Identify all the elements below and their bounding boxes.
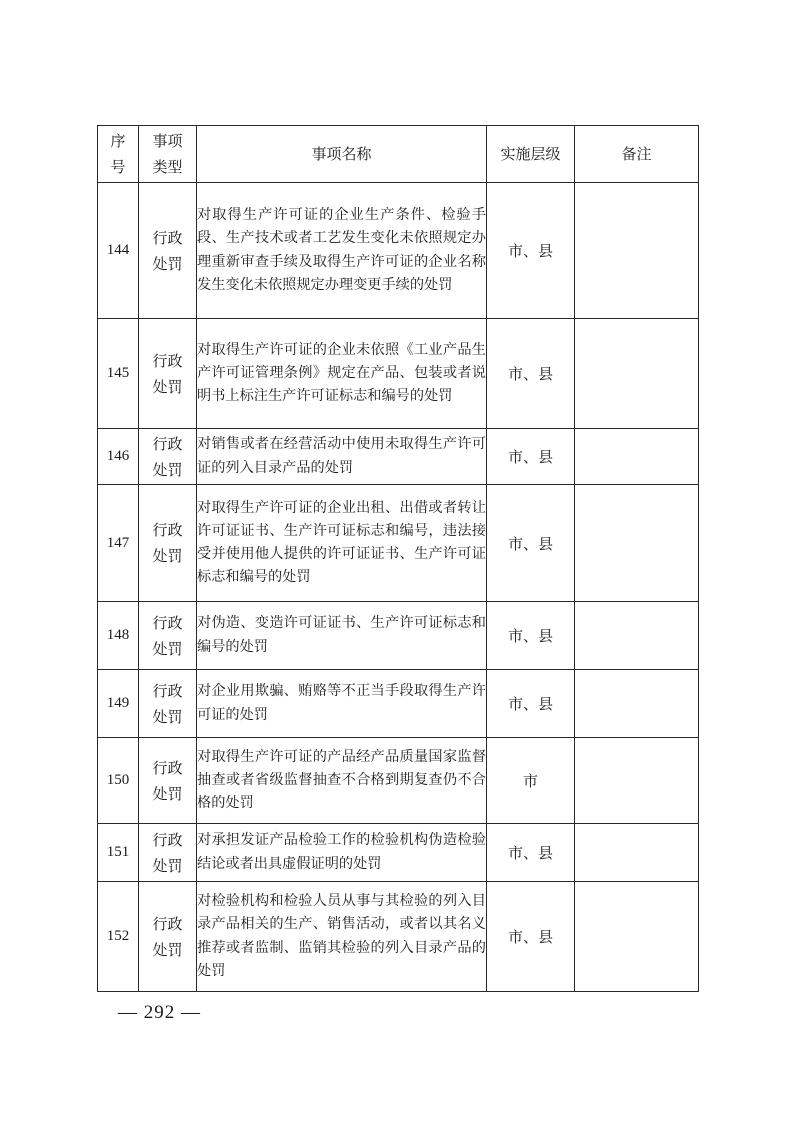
row-type [139,882,197,992]
row-type [139,319,197,429]
row-no: 150 [98,738,139,824]
row-note [575,319,699,429]
row-no: 147 [98,485,139,602]
row-note [575,183,699,319]
row-note [575,738,699,824]
table-row [98,485,699,602]
row-type-line2: 处罚 [152,639,183,658]
row-level: 市 [487,738,575,824]
header-no-line2: 号 [110,158,126,176]
row-type [139,670,197,738]
table-row [98,882,699,992]
row-type-line2: 处罚 [152,377,183,396]
header-note: 备注 [575,126,699,183]
table-header-row [98,126,699,183]
items-table [97,125,699,992]
table-row [98,824,699,882]
row-name: 对取得生产许可证的企业生产条件、检验手段、生产技术或者工艺发生变化未依照规定办理重新审查手续及取得生产许可证的企业名称发生变化未依照规定办理变更手续的处罚 [197,183,487,319]
row-note [575,824,699,882]
row-type-line1: 行政 [152,681,183,700]
table-row [98,738,699,824]
row-no: 151 [98,824,139,882]
header-type-line2: 类型 [152,158,183,176]
row-level: 市、县 [487,485,575,602]
row-type-line1: 行政 [152,228,183,247]
row-type-line1: 行政 [152,613,183,632]
row-type [139,429,197,485]
table-row [98,319,699,429]
row-name: 对伪造、变造许可证证书、生产许可证标志和编号的处罚 [197,602,487,670]
row-level: 市、县 [487,670,575,738]
row-note [575,602,699,670]
row-type [139,738,197,824]
row-type-line1: 行政 [152,434,183,453]
header-no-line1: 序 [110,132,126,150]
table-row [98,602,699,670]
row-type [139,824,197,882]
header-type-line1: 事项 [152,132,183,150]
header-type [139,126,197,183]
row-type-line2: 处罚 [152,547,183,565]
row-level: 市、县 [487,882,575,992]
row-name: 对企业用欺骗、贿赂等不正当手段取得生产许可证的处罚 [197,670,487,738]
header-level: 实施层级 [487,126,575,183]
table-row [98,183,699,319]
row-type-line1: 行政 [152,521,183,539]
row-type-line2: 处罚 [152,784,183,803]
table-row [98,429,699,485]
row-type-line1: 行政 [152,758,183,777]
row-note [575,485,699,602]
row-type-line1: 行政 [152,351,183,370]
row-level: 市、县 [487,319,575,429]
row-no: 148 [98,602,139,670]
row-type-line2: 处罚 [152,254,183,273]
row-level: 市、县 [487,824,575,882]
row-name: 对承担发证产品检验工作的检验机构伪造检验结论或者出具虚假证明的处罚 [197,824,487,882]
header-name: 事项名称 [197,126,487,183]
row-no: 145 [98,319,139,429]
row-level: 市、县 [487,429,575,485]
row-type [139,485,197,602]
row-type-line2: 处罚 [152,707,183,726]
row-name: 对检验机构和检验人员从事与其检验的列入目录产品相关的生产、销售活动，或者以其名义推荐或者监制、监销其检验的列入目录产品的处罚 [197,882,487,992]
table-row [98,670,699,738]
row-type-line2: 处罚 [152,940,183,959]
page-number: — 292 — [118,1002,201,1023]
row-no: 149 [98,670,139,738]
row-no: 152 [98,882,139,992]
header-no [98,126,139,183]
row-level: 市、县 [487,183,575,319]
row-type-line2: 处罚 [152,460,183,479]
row-type [139,183,197,319]
row-no: 144 [98,183,139,319]
row-type-line1: 行政 [152,914,183,933]
row-type-line1: 行政 [152,830,183,849]
row-name: 对取得生产许可证的企业未依照《工业产品生产许可证管理条例》规定在产品、包装或者说明书上标注生产许可证标志和编号的处罚 [197,319,487,429]
row-level: 市、县 [487,602,575,670]
row-note [575,429,699,485]
row-note [575,882,699,992]
row-name: 对取得生产许可证的产品经产品质量国家监督抽查或者省级监督抽查不合格到期复查仍不合格的处罚 [197,738,487,824]
row-no: 146 [98,429,139,485]
row-note [575,670,699,738]
row-type-line2: 处罚 [152,856,183,875]
row-name: 对销售或者在经营活动中使用未取得生产许可证的列入目录产品的处罚 [197,429,487,485]
row-type [139,602,197,670]
row-name: 对取得生产许可证的企业出租、出借或者转让许可证证书、生产许可证标志和编号，违法接受并使用他人提供的许可证证书、生产许可证标志和编号的处罚 [197,485,487,602]
